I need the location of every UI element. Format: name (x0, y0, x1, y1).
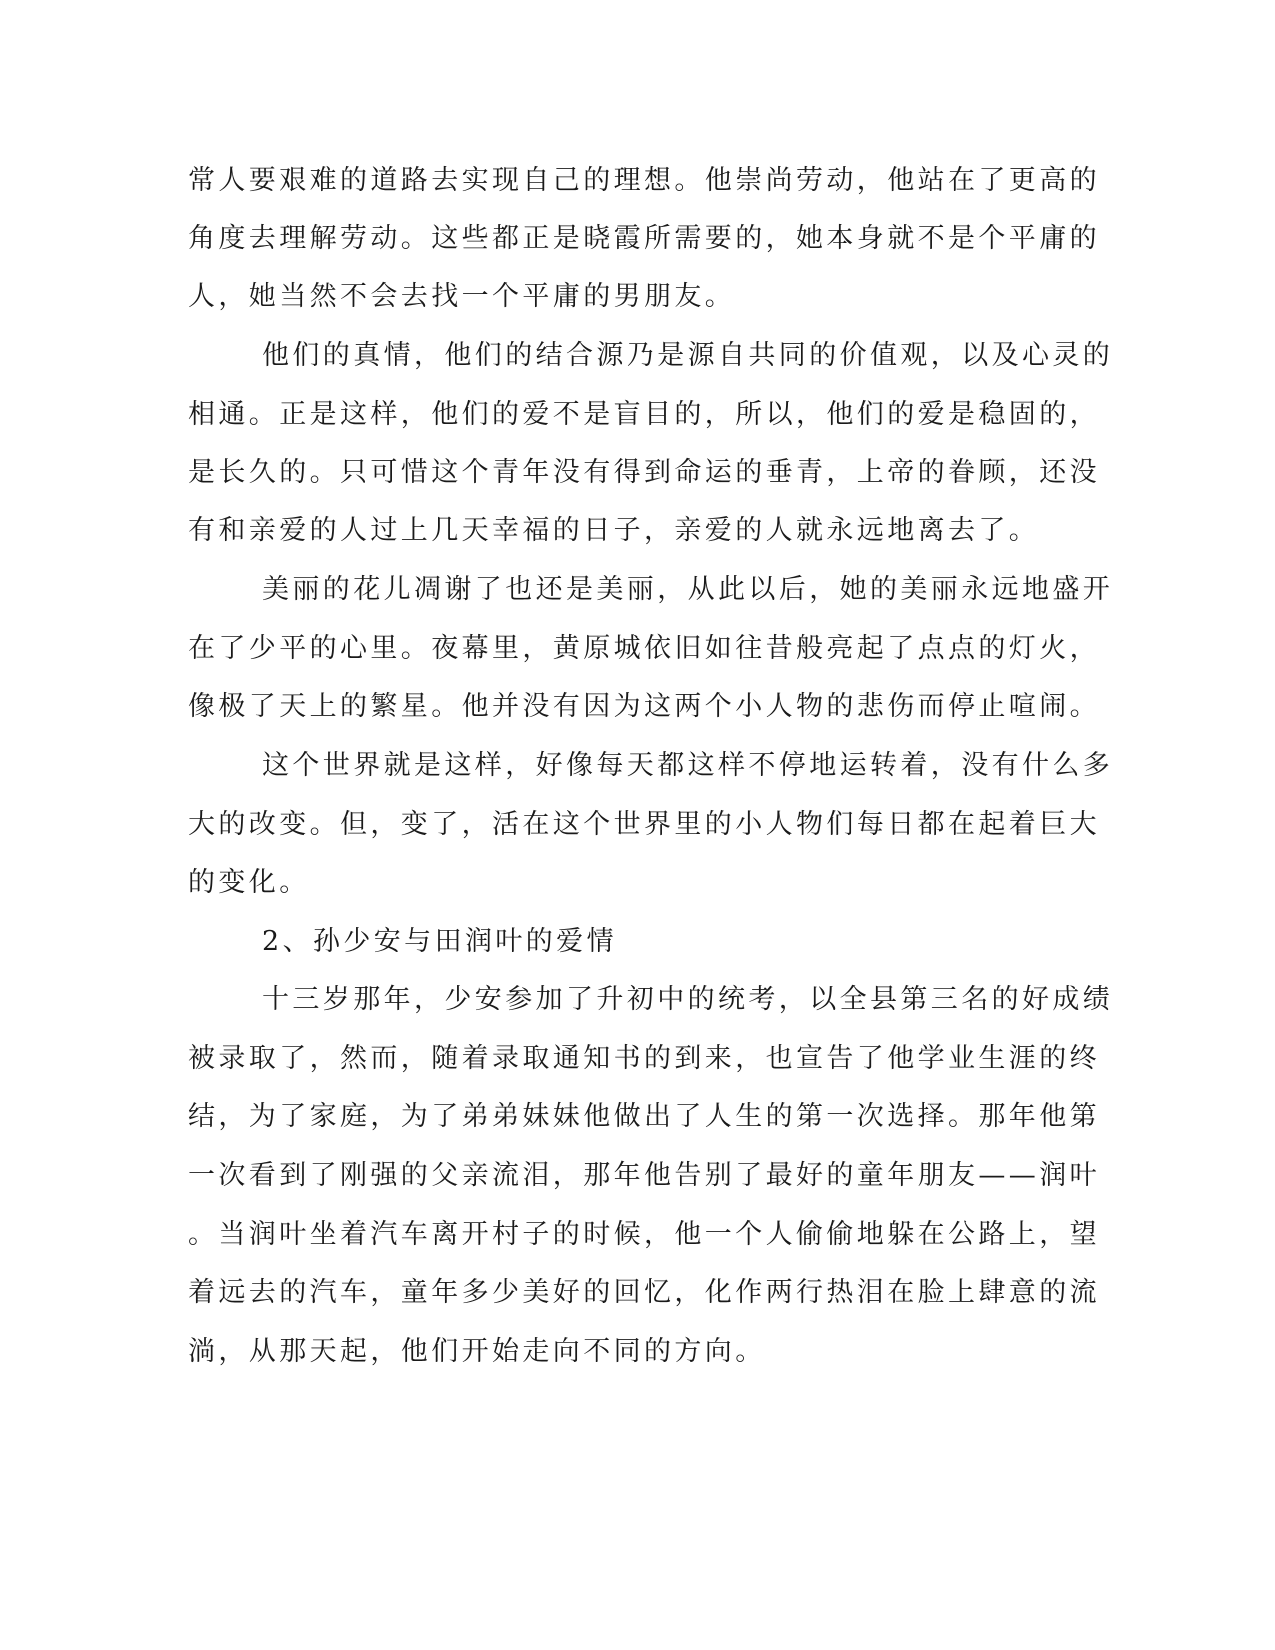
text-line: 。当润叶坐着汽车离开村子的时候，他一个人偷偷地躲在公路上，望 (188, 1219, 1100, 1250)
text-line: 有和亲爱的人过上几天幸福的日子，亲爱的人就永远地离去了。 (188, 515, 1040, 546)
text-line: 角度去理解劳动。这些都正是晓霞所需要的，她本身就不是个平庸的 (188, 223, 1100, 254)
text-line: 结，为了家庭，为了弟弟妹妹他做出了人生的第一次选择。那年他第 (188, 1101, 1100, 1132)
text-line: 像极了天上的繁星。他并没有因为这两个小人物的悲伤而停止喧闹。 (188, 691, 1100, 722)
text-line: 美丽的花儿凋谢了也还是美丽，从此以后，她的美丽永远地盛开 (262, 574, 1114, 605)
section-heading: 2、孙少安与田润叶的爱情 (262, 926, 617, 957)
text-line: 他们的真情，他们的结合源乃是源自共同的价值观，以及心灵的 (262, 340, 1114, 371)
text-line: 淌，从那天起，他们开始走向不同的方向。 (188, 1336, 766, 1367)
text-line: 相通。正是这样，他们的爱不是盲目的，所以，他们的爱是稳固的， (188, 399, 1100, 430)
text-line: 的变化。 (188, 867, 310, 898)
text-line: 常人要艰难的道路去实现自己的理想。他崇尚劳动，他站在了更高的 (188, 165, 1100, 196)
text-line: 大的改变。但，变了，活在这个世界里的小人物们每日都在起着巨大 (188, 809, 1100, 840)
text-line: 一次看到了刚强的父亲流泪，那年他告别了最好的童年朋友——润叶 (188, 1160, 1100, 1191)
text-line: 十三岁那年，少安参加了升初中的统考，以全县第三名的好成绩 (262, 984, 1114, 1015)
text-line: 在了少平的心里。夜幕里，黄原城依旧如往昔般亮起了点点的灯火， (188, 633, 1100, 664)
text-line: 这个世界就是这样，好像每天都这样不停地运转着，没有什么多 (262, 750, 1114, 781)
text-line: 人，她当然不会去找一个平庸的男朋友。 (188, 281, 736, 312)
text-line: 是长久的。只可惜这个青年没有得到命运的垂青，上帝的眷顾，还没 (188, 457, 1100, 488)
text-line: 被录取了，然而，随着录取通知书的到来，也宣告了他学业生涯的终 (188, 1043, 1100, 1074)
text-line: 着远去的汽车，童年多少美好的回忆，化作两行热泪在脸上肆意的流 (188, 1277, 1100, 1308)
